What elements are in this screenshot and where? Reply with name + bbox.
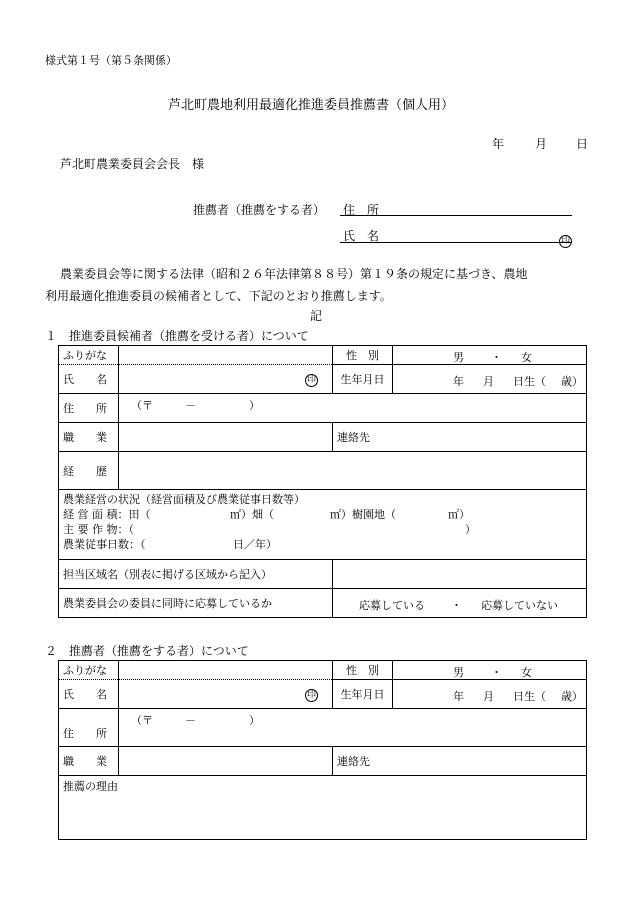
- address-label: 住 所: [59, 709, 119, 747]
- candidate-table: [58, 345, 587, 618]
- section1-heading: １ 推進委員候補者（推薦を受ける者）について: [45, 329, 309, 343]
- seal-mark: 印: [306, 375, 316, 385]
- name-label: 氏 名: [59, 365, 119, 394]
- farm-status-title: 農業経営の状況（経営面積及び農業従事日数等）: [63, 493, 305, 506]
- recommender-address-label: 住 所: [343, 203, 380, 217]
- recommender-name-label: 氏 名: [343, 229, 380, 243]
- ki-mark: 記: [310, 309, 323, 323]
- birth-age: 歳）: [561, 690, 583, 703]
- gender-female: 女: [521, 351, 532, 364]
- history-field[interactable]: [119, 452, 587, 490]
- birth-field[interactable]: [393, 680, 587, 709]
- postal-open: （〒: [131, 399, 153, 412]
- recommender-label: 推薦者（推薦をする者）: [193, 203, 326, 217]
- reason-field[interactable]: [59, 776, 587, 840]
- occupation-field[interactable]: [119, 747, 333, 776]
- page-title: 芦北町農地利用最適化推進委員推薦書（個人用）: [168, 98, 455, 113]
- not-applying-option[interactable]: 応募していない: [481, 599, 558, 612]
- birth-day: 日生（: [513, 375, 546, 388]
- main-crops-label: 主 要 作 物：（: [63, 523, 134, 536]
- occupation-label: 職 業: [59, 747, 119, 776]
- contact-field[interactable]: [333, 423, 587, 452]
- furigana-label: ふりがな: [59, 661, 119, 680]
- contact-label: 連絡先: [337, 431, 370, 444]
- birth-month: 月: [483, 375, 494, 388]
- date-day: 日: [576, 137, 589, 151]
- area-name-field[interactable]: [333, 560, 587, 589]
- birth-month: 月: [483, 690, 494, 703]
- birth-year: 年: [453, 690, 464, 703]
- section2-heading: ２ 推薦者（推薦をする者）について: [45, 644, 249, 658]
- body-text-line1: 農業委員会等に関する法律（昭和２６年法律第８８号）第１９条の規定に基づき、農地: [60, 267, 528, 281]
- postal-close: ）: [249, 714, 260, 727]
- furigana-field[interactable]: [119, 661, 333, 680]
- seal-mark: 印: [560, 236, 570, 246]
- applying-option[interactable]: 応募している: [359, 599, 425, 612]
- applying-sep: ・: [451, 599, 462, 612]
- birth-day: 日生（: [513, 690, 546, 703]
- birth-field[interactable]: [393, 365, 587, 394]
- reason-label: 推薦の理由: [63, 780, 118, 793]
- occupation-field[interactable]: [119, 423, 333, 452]
- simultaneous-label: 農業委員会の委員に同時に応募しているか: [59, 589, 333, 618]
- gender-sep: ・: [491, 351, 502, 364]
- postal-dash: －: [185, 714, 196, 727]
- name-field[interactable]: [119, 365, 333, 394]
- date-month: 月: [535, 137, 548, 151]
- gender-male: 男: [453, 666, 464, 679]
- work-days-unit: 日／年）: [233, 538, 277, 551]
- gender-label: 性 別: [333, 346, 393, 365]
- contact-label: 連絡先: [337, 755, 370, 768]
- birth-label: 生年月日: [333, 365, 393, 394]
- name-label: 氏 名: [59, 680, 119, 709]
- history-label: 経 歴: [59, 452, 119, 490]
- contact-field[interactable]: [333, 747, 587, 776]
- work-days-label: 農業従事日数：（: [63, 538, 146, 551]
- gender-field[interactable]: [393, 661, 587, 680]
- birth-age: 歳）: [561, 375, 583, 388]
- recommender-name-line[interactable]: [340, 242, 572, 243]
- address-field[interactable]: [119, 709, 587, 747]
- recommender-table: [58, 660, 587, 840]
- farm-area-label: 経 営 面 積：田（: [63, 508, 151, 521]
- addressee: 芦北町農業委員会会長 様: [60, 157, 205, 171]
- postal-dash: －: [185, 399, 196, 412]
- birth-label: 生年月日: [333, 680, 393, 709]
- gender-male: 男: [453, 351, 464, 364]
- area-name-label: 担当区域名（別表に掲げる区域から記入）: [59, 560, 333, 589]
- gender-label: 性 別: [333, 661, 393, 680]
- main-crops-close: ）: [465, 523, 476, 536]
- recommender-address-line[interactable]: [340, 215, 572, 216]
- gender-sep: ・: [491, 666, 502, 679]
- recommender-seal: [559, 228, 572, 248]
- furigana-label: ふりがな: [59, 346, 119, 365]
- furigana-field[interactable]: [119, 346, 333, 365]
- simultaneous-field[interactable]: [333, 589, 587, 618]
- name-field[interactable]: [119, 680, 333, 709]
- farm-area-m2b: ㎡）樹園地（: [330, 508, 396, 521]
- farm-status-field[interactable]: [59, 490, 587, 560]
- form-id: 様式第１号（第５条関係）: [45, 54, 177, 67]
- birth-year: 年: [453, 375, 464, 388]
- farm-area-m2c: ㎡）: [448, 508, 470, 521]
- postal-close: ）: [249, 399, 260, 412]
- occupation-label: 職 業: [59, 423, 119, 452]
- body-text-line2: 利用最適化推進委員の候補者として、下記のとおり推薦します。: [45, 289, 392, 303]
- farm-area-m2a: ㎡）畑（: [230, 508, 274, 521]
- gender-field[interactable]: [393, 346, 587, 365]
- address-field[interactable]: [119, 394, 587, 423]
- postal-open: （〒: [131, 714, 153, 727]
- date-year: 年: [492, 137, 505, 151]
- seal-mark: 印: [306, 690, 316, 700]
- gender-female: 女: [521, 666, 532, 679]
- address-label: 住 所: [59, 394, 119, 423]
